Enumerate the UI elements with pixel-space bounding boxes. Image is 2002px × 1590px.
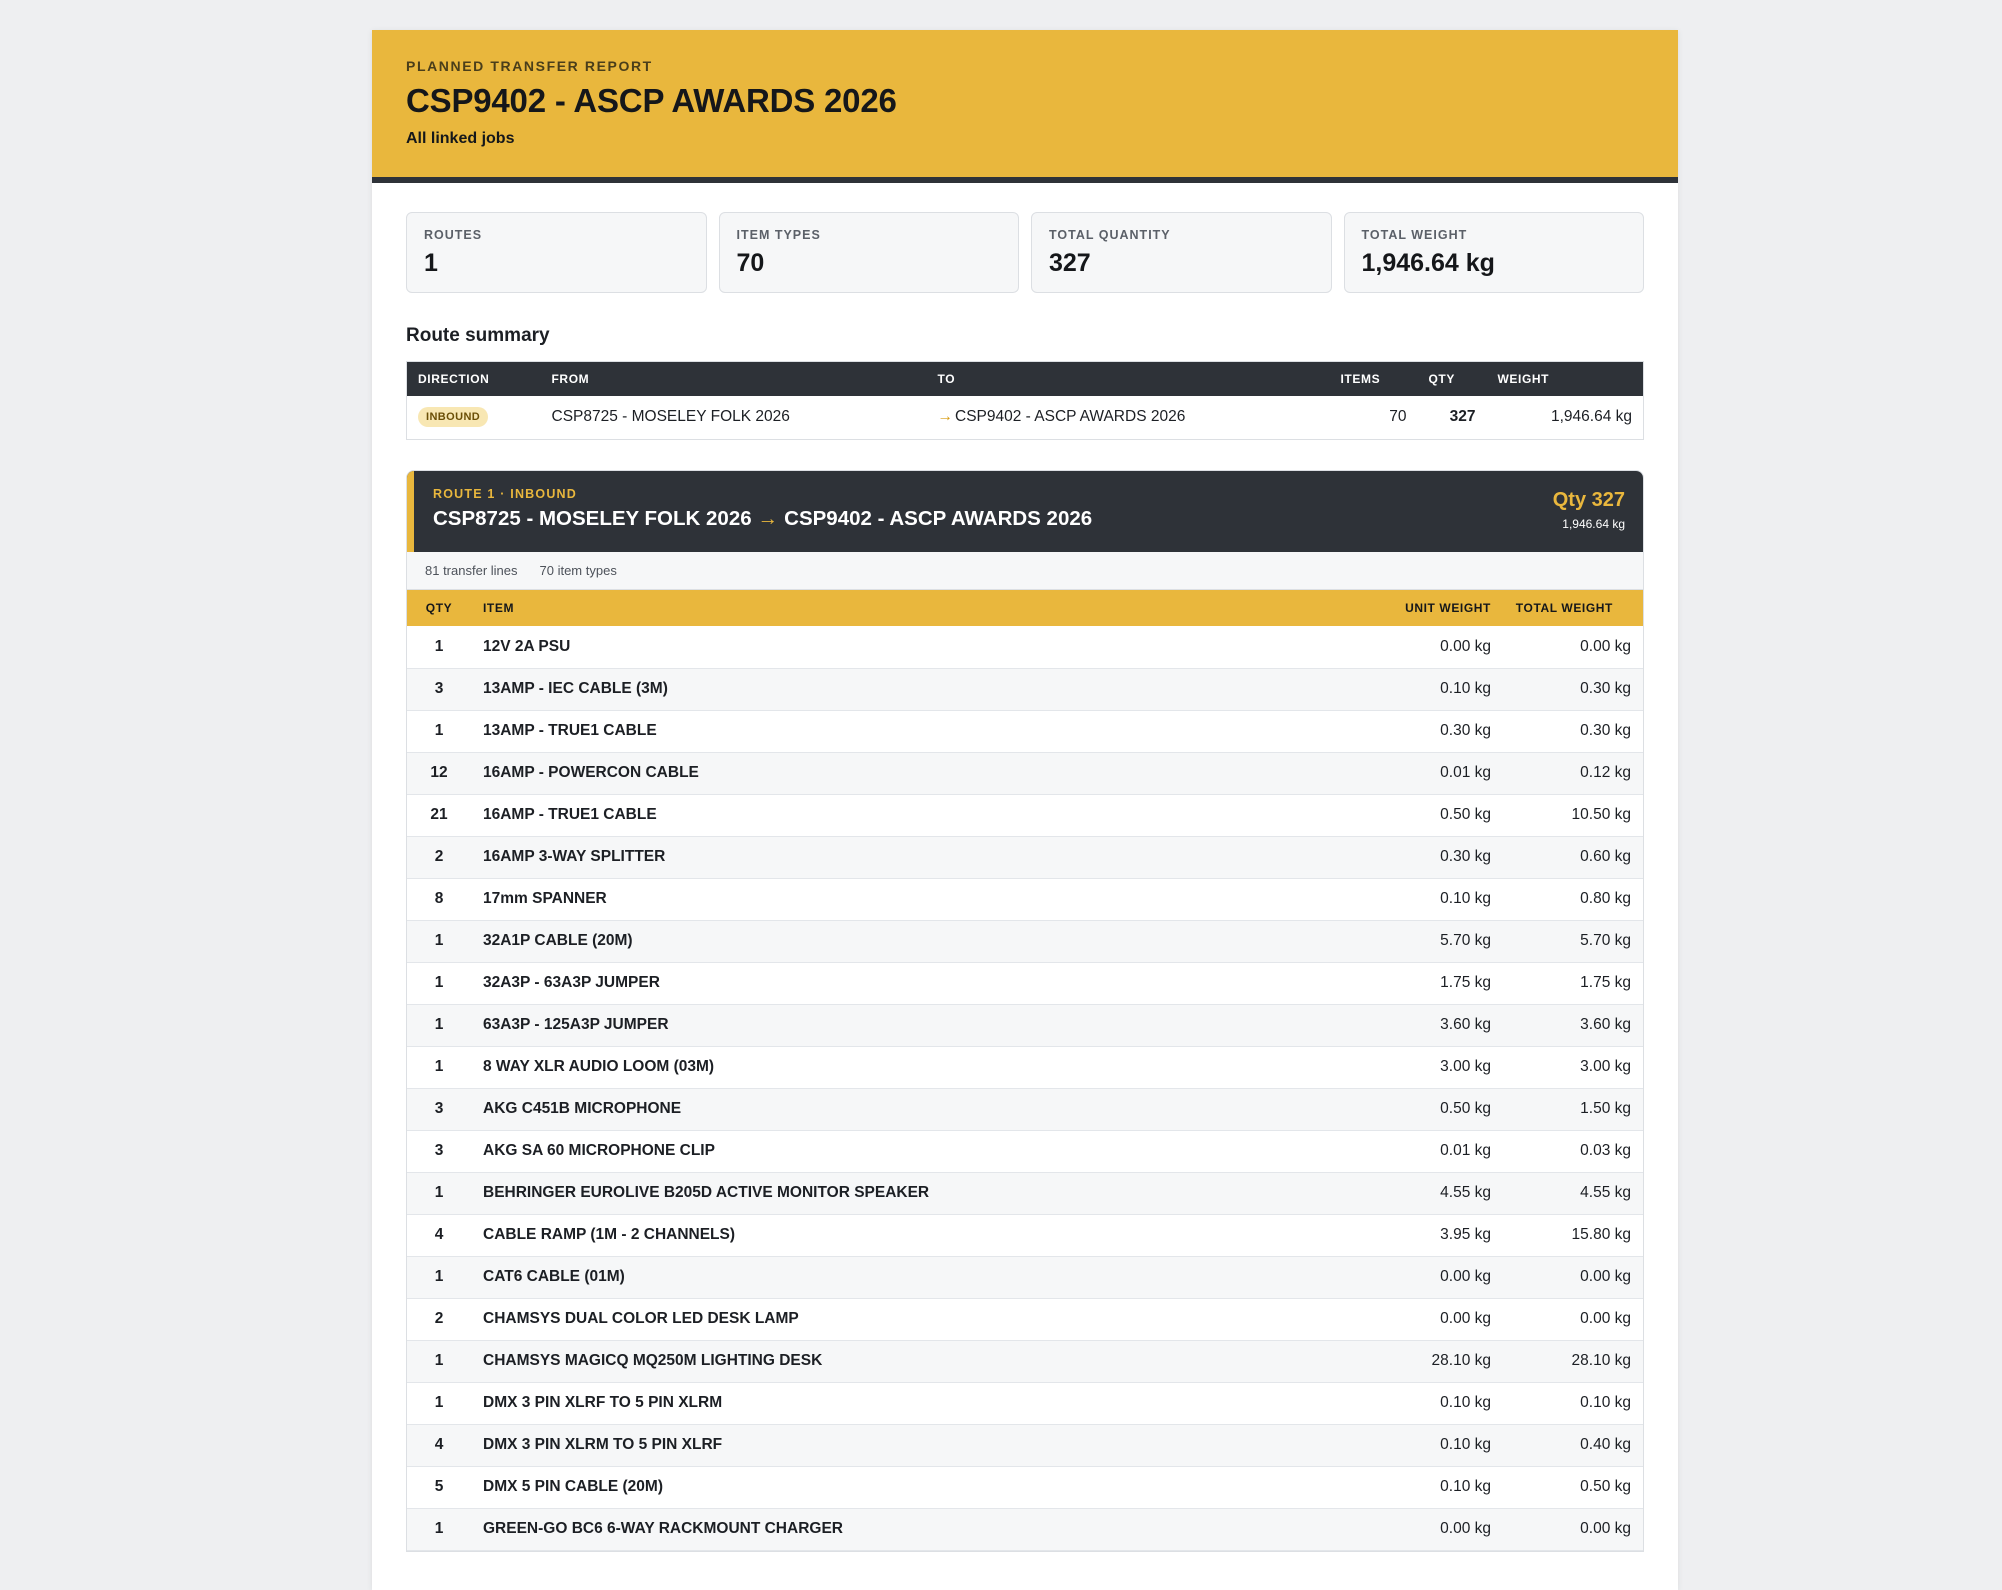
table-row <box>407 962 1643 1004</box>
route-summary-header-row <box>407 362 1644 396</box>
stat-label: ITEM TYPES <box>736 228 821 242</box>
report-page <box>372 30 1678 1590</box>
qty-cell: 2 <box>407 836 471 878</box>
total-weight-cell: 3.60 kg <box>1503 1004 1643 1046</box>
stat-value: 327 <box>1049 249 1091 277</box>
route-totals <box>1553 489 1625 531</box>
qty-cell: 1 <box>407 1340 471 1382</box>
stat-value: 70 <box>736 249 765 277</box>
total-weight-cell: 0.00 kg <box>1503 626 1643 668</box>
table-row <box>407 836 1643 878</box>
total-weight-cell: 0.30 kg <box>1503 668 1643 710</box>
qty-cell: 1 <box>407 962 471 1004</box>
item-cell: 32A3P - 63A3P JUMPER <box>471 962 1353 1004</box>
from-cell: CSP8725 - MOSELEY FOLK 2026 <box>551 408 790 426</box>
unit-weight-cell: 0.00 kg <box>1353 626 1503 668</box>
unit-weight-cell: 0.01 kg <box>1353 752 1503 794</box>
qty-cell: 1 <box>407 1508 471 1550</box>
unit-weight-cell: 0.50 kg <box>1353 794 1503 836</box>
route-summary-title: Route summary <box>406 325 550 346</box>
route-summary-row <box>407 396 1644 440</box>
qty-cell: 1 <box>407 1004 471 1046</box>
item-cell: 13AMP - TRUE1 CABLE <box>471 710 1353 752</box>
total-weight-cell: 0.03 kg <box>1503 1130 1643 1172</box>
stat-card-total-weight <box>1344 212 1645 293</box>
unit-weight-cell: 0.10 kg <box>1353 878 1503 920</box>
unit-weight-cell: 0.10 kg <box>1353 1382 1503 1424</box>
column-header-from: FROM <box>541 362 927 396</box>
report-title: CSP9402 - ASCP AWARDS 2026 <box>406 82 897 119</box>
items-body <box>407 626 1643 1550</box>
table-row <box>407 878 1643 920</box>
total-weight-cell: 0.30 kg <box>1503 710 1643 752</box>
table-row <box>407 710 1643 752</box>
total-weight-cell: 0.50 kg <box>1503 1466 1643 1508</box>
route-to: CSP9402 - ASCP AWARDS 2026 <box>784 507 1093 530</box>
report-header <box>372 30 1678 183</box>
report-eyebrow: PLANNED TRANSFER REPORT <box>406 58 653 74</box>
total-weight-cell: 1.50 kg <box>1503 1088 1643 1130</box>
stat-card-total-quantity <box>1031 212 1332 293</box>
item-cell: 16AMP 3-WAY SPLITTER <box>471 836 1353 878</box>
qty-cell: 1 <box>407 626 471 668</box>
qty-cell: 21 <box>407 794 471 836</box>
total-weight-cell: 1.75 kg <box>1503 962 1643 1004</box>
item-cell: GREEN-GO BC6 6-WAY RACKMOUNT CHARGER <box>471 1508 1353 1550</box>
unit-weight-cell: 3.95 kg <box>1353 1214 1503 1256</box>
route-summary-table <box>406 361 1644 440</box>
item-cell: DMX 3 PIN XLRF TO 5 PIN XLRM <box>471 1382 1353 1424</box>
column-header-to: TO <box>927 362 1330 396</box>
to-cell <box>927 396 1330 440</box>
item-cell: DMX 5 PIN CABLE (20M) <box>471 1466 1353 1508</box>
unit-weight-cell: 0.10 kg <box>1353 668 1503 710</box>
column-header-direction: DIRECTION <box>407 362 541 396</box>
item-cell: 17mm SPANNER <box>471 878 1353 920</box>
unit-weight-cell: 5.70 kg <box>1353 920 1503 962</box>
total-weight-cell: 0.00 kg <box>1503 1298 1643 1340</box>
total-weight-cell: 0.80 kg <box>1503 878 1643 920</box>
stat-value: 1,946.64 kg <box>1361 249 1495 277</box>
qty-cell: 4 <box>407 1424 471 1466</box>
route-qty: Qty 327 <box>1552 489 1625 511</box>
unit-weight-cell: 0.00 kg <box>1353 1298 1503 1340</box>
direction-cell <box>407 396 541 440</box>
unit-weight-cell: 0.10 kg <box>1353 1424 1503 1466</box>
item-cell: 63A3P - 125A3P JUMPER <box>471 1004 1353 1046</box>
table-row <box>407 1256 1643 1298</box>
table-row <box>407 1214 1643 1256</box>
qty-cell: 1 <box>407 1256 471 1298</box>
column-header-qty: QTY <box>1418 362 1487 396</box>
report-subtitle: All linked jobs <box>406 130 515 147</box>
unit-weight-cell: 0.30 kg <box>1353 710 1503 752</box>
item-cell: DMX 3 PIN XLRM TO 5 PIN XLRF <box>471 1424 1353 1466</box>
table-row <box>407 1088 1643 1130</box>
qty-cell: 1 <box>407 1382 471 1424</box>
table-row <box>407 920 1643 962</box>
item-cell: BEHRINGER EUROLIVE B205D ACTIVE MONITOR SPEAKER <box>471 1172 1353 1214</box>
weight-cell: 1,946.64 kg <box>1550 408 1632 426</box>
table-row <box>407 752 1643 794</box>
qty-cell: 1 <box>407 920 471 962</box>
qty-cell: 3 <box>407 1130 471 1172</box>
qty-cell: 3 <box>407 668 471 710</box>
qty-cell: 2 <box>407 1298 471 1340</box>
item-cell: AKG SA 60 MICROPHONE CLIP <box>471 1130 1353 1172</box>
items-header-row <box>407 590 1643 626</box>
item-cell: 8 WAY XLR AUDIO LOOM (03M) <box>471 1046 1353 1088</box>
route-card-header <box>407 471 1643 552</box>
unit-weight-cell: 0.30 kg <box>1353 836 1503 878</box>
item-cell: 16AMP - POWERCON CABLE <box>471 752 1353 794</box>
unit-weight-cell: 0.10 kg <box>1353 1466 1503 1508</box>
unit-weight-cell: 0.50 kg <box>1353 1088 1503 1130</box>
total-weight-cell: 0.00 kg <box>1503 1508 1643 1550</box>
table-row <box>407 1382 1643 1424</box>
unit-weight-cell: 1.75 kg <box>1353 962 1503 1004</box>
stat-card-item-types <box>719 212 1020 293</box>
stat-card-routes <box>406 212 707 293</box>
item-cell: CHAMSYS MAGICQ MQ250M LIGHTING DESK <box>471 1340 1353 1382</box>
table-row <box>407 1298 1643 1340</box>
to-label: CSP9402 - ASCP AWARDS 2026 <box>955 408 1186 426</box>
item-cell: AKG C451B MICROPHONE <box>471 1088 1353 1130</box>
total-weight-cell: 0.60 kg <box>1503 836 1643 878</box>
total-weight-cell: 28.10 kg <box>1503 1340 1643 1382</box>
table-row <box>407 1172 1643 1214</box>
item-cell: 32A1P CABLE (20M) <box>471 920 1353 962</box>
route-weight: 1,946.64 kg <box>1562 517 1625 531</box>
unit-weight-cell: 3.00 kg <box>1353 1046 1503 1088</box>
arrow-right-icon: → <box>937 408 953 426</box>
stat-label: TOTAL QUANTITY <box>1049 228 1171 242</box>
table-row <box>407 1424 1643 1466</box>
table-row <box>407 1340 1643 1382</box>
total-weight-cell: 5.70 kg <box>1503 920 1643 962</box>
qty-cell: 1 <box>407 710 471 752</box>
qty-cell: 8 <box>407 878 471 920</box>
total-weight-cell: 0.40 kg <box>1503 1424 1643 1466</box>
route-title <box>433 507 1624 531</box>
total-weight-cell: 0.00 kg <box>1503 1256 1643 1298</box>
transfer-lines-count: 81 transfer lines <box>425 563 518 578</box>
stat-label: TOTAL WEIGHT <box>1361 228 1468 242</box>
total-weight-cell: 4.55 kg <box>1503 1172 1643 1214</box>
stat-label: ROUTES <box>424 228 483 242</box>
stats-row <box>406 212 1644 293</box>
qty-cell: 12 <box>407 752 471 794</box>
item-cell: CABLE RAMP (1M - 2 CHANNELS) <box>471 1214 1353 1256</box>
arrow-right-icon: → <box>757 507 779 530</box>
items-cell: 70 <box>1389 408 1407 426</box>
qty-cell: 1 <box>407 1046 471 1088</box>
total-weight-cell: 10.50 kg <box>1503 794 1643 836</box>
item-cell: 12V 2A PSU <box>471 626 1353 668</box>
total-weight-cell: 15.80 kg <box>1503 1214 1643 1256</box>
qty-cell: 5 <box>407 1466 471 1508</box>
report-content <box>372 183 1678 1552</box>
unit-weight-cell: 4.55 kg <box>1353 1172 1503 1214</box>
table-row <box>407 794 1643 836</box>
table-row <box>407 626 1643 668</box>
item-cell: CAT6 CABLE (01M) <box>471 1256 1353 1298</box>
stat-value: 1 <box>424 249 438 277</box>
unit-weight-cell: 0.00 kg <box>1353 1256 1503 1298</box>
qty-cell: 3 <box>407 1088 471 1130</box>
table-row <box>407 1046 1643 1088</box>
unit-weight-cell: 0.01 kg <box>1353 1130 1503 1172</box>
qty-cell: 4 <box>407 1214 471 1256</box>
column-header-qty: QTY <box>407 590 471 626</box>
unit-weight-cell: 3.60 kg <box>1353 1004 1503 1046</box>
column-header-unit-weight: UNIT WEIGHT <box>1353 590 1503 626</box>
qty-cell: 1 <box>407 1172 471 1214</box>
column-header-item: ITEM <box>471 590 1353 626</box>
total-weight-cell: 3.00 kg <box>1503 1046 1643 1088</box>
unit-weight-cell: 28.10 kg <box>1353 1340 1503 1382</box>
item-cell: CHAMSYS DUAL COLOR LED DESK LAMP <box>471 1298 1353 1340</box>
total-weight-cell: 0.10 kg <box>1503 1382 1643 1424</box>
column-header-total-weight: TOTAL WEIGHT <box>1503 590 1643 626</box>
unit-weight-cell: 0.00 kg <box>1353 1508 1503 1550</box>
total-weight-cell: 0.12 kg <box>1503 752 1643 794</box>
qty-cell: 327 <box>1449 408 1476 426</box>
table-row <box>407 668 1643 710</box>
table-row <box>407 1004 1643 1046</box>
items-table <box>407 590 1643 1551</box>
column-header-weight: WEIGHT <box>1487 362 1644 396</box>
route-eyebrow: ROUTE 1 · INBOUND <box>433 487 578 501</box>
item-cell: 16AMP - TRUE1 CABLE <box>471 794 1353 836</box>
item-cell: 13AMP - IEC CABLE (3M) <box>471 668 1353 710</box>
item-types-count: 70 item types <box>539 563 617 578</box>
route-from: CSP8725 - MOSELEY FOLK 2026 <box>433 507 752 530</box>
table-row <box>407 1466 1643 1508</box>
route-meta <box>407 552 1643 590</box>
direction-badge: INBOUND <box>418 407 488 427</box>
column-header-items: ITEMS <box>1330 362 1418 396</box>
route-card <box>406 470 1644 1552</box>
table-row <box>407 1130 1643 1172</box>
